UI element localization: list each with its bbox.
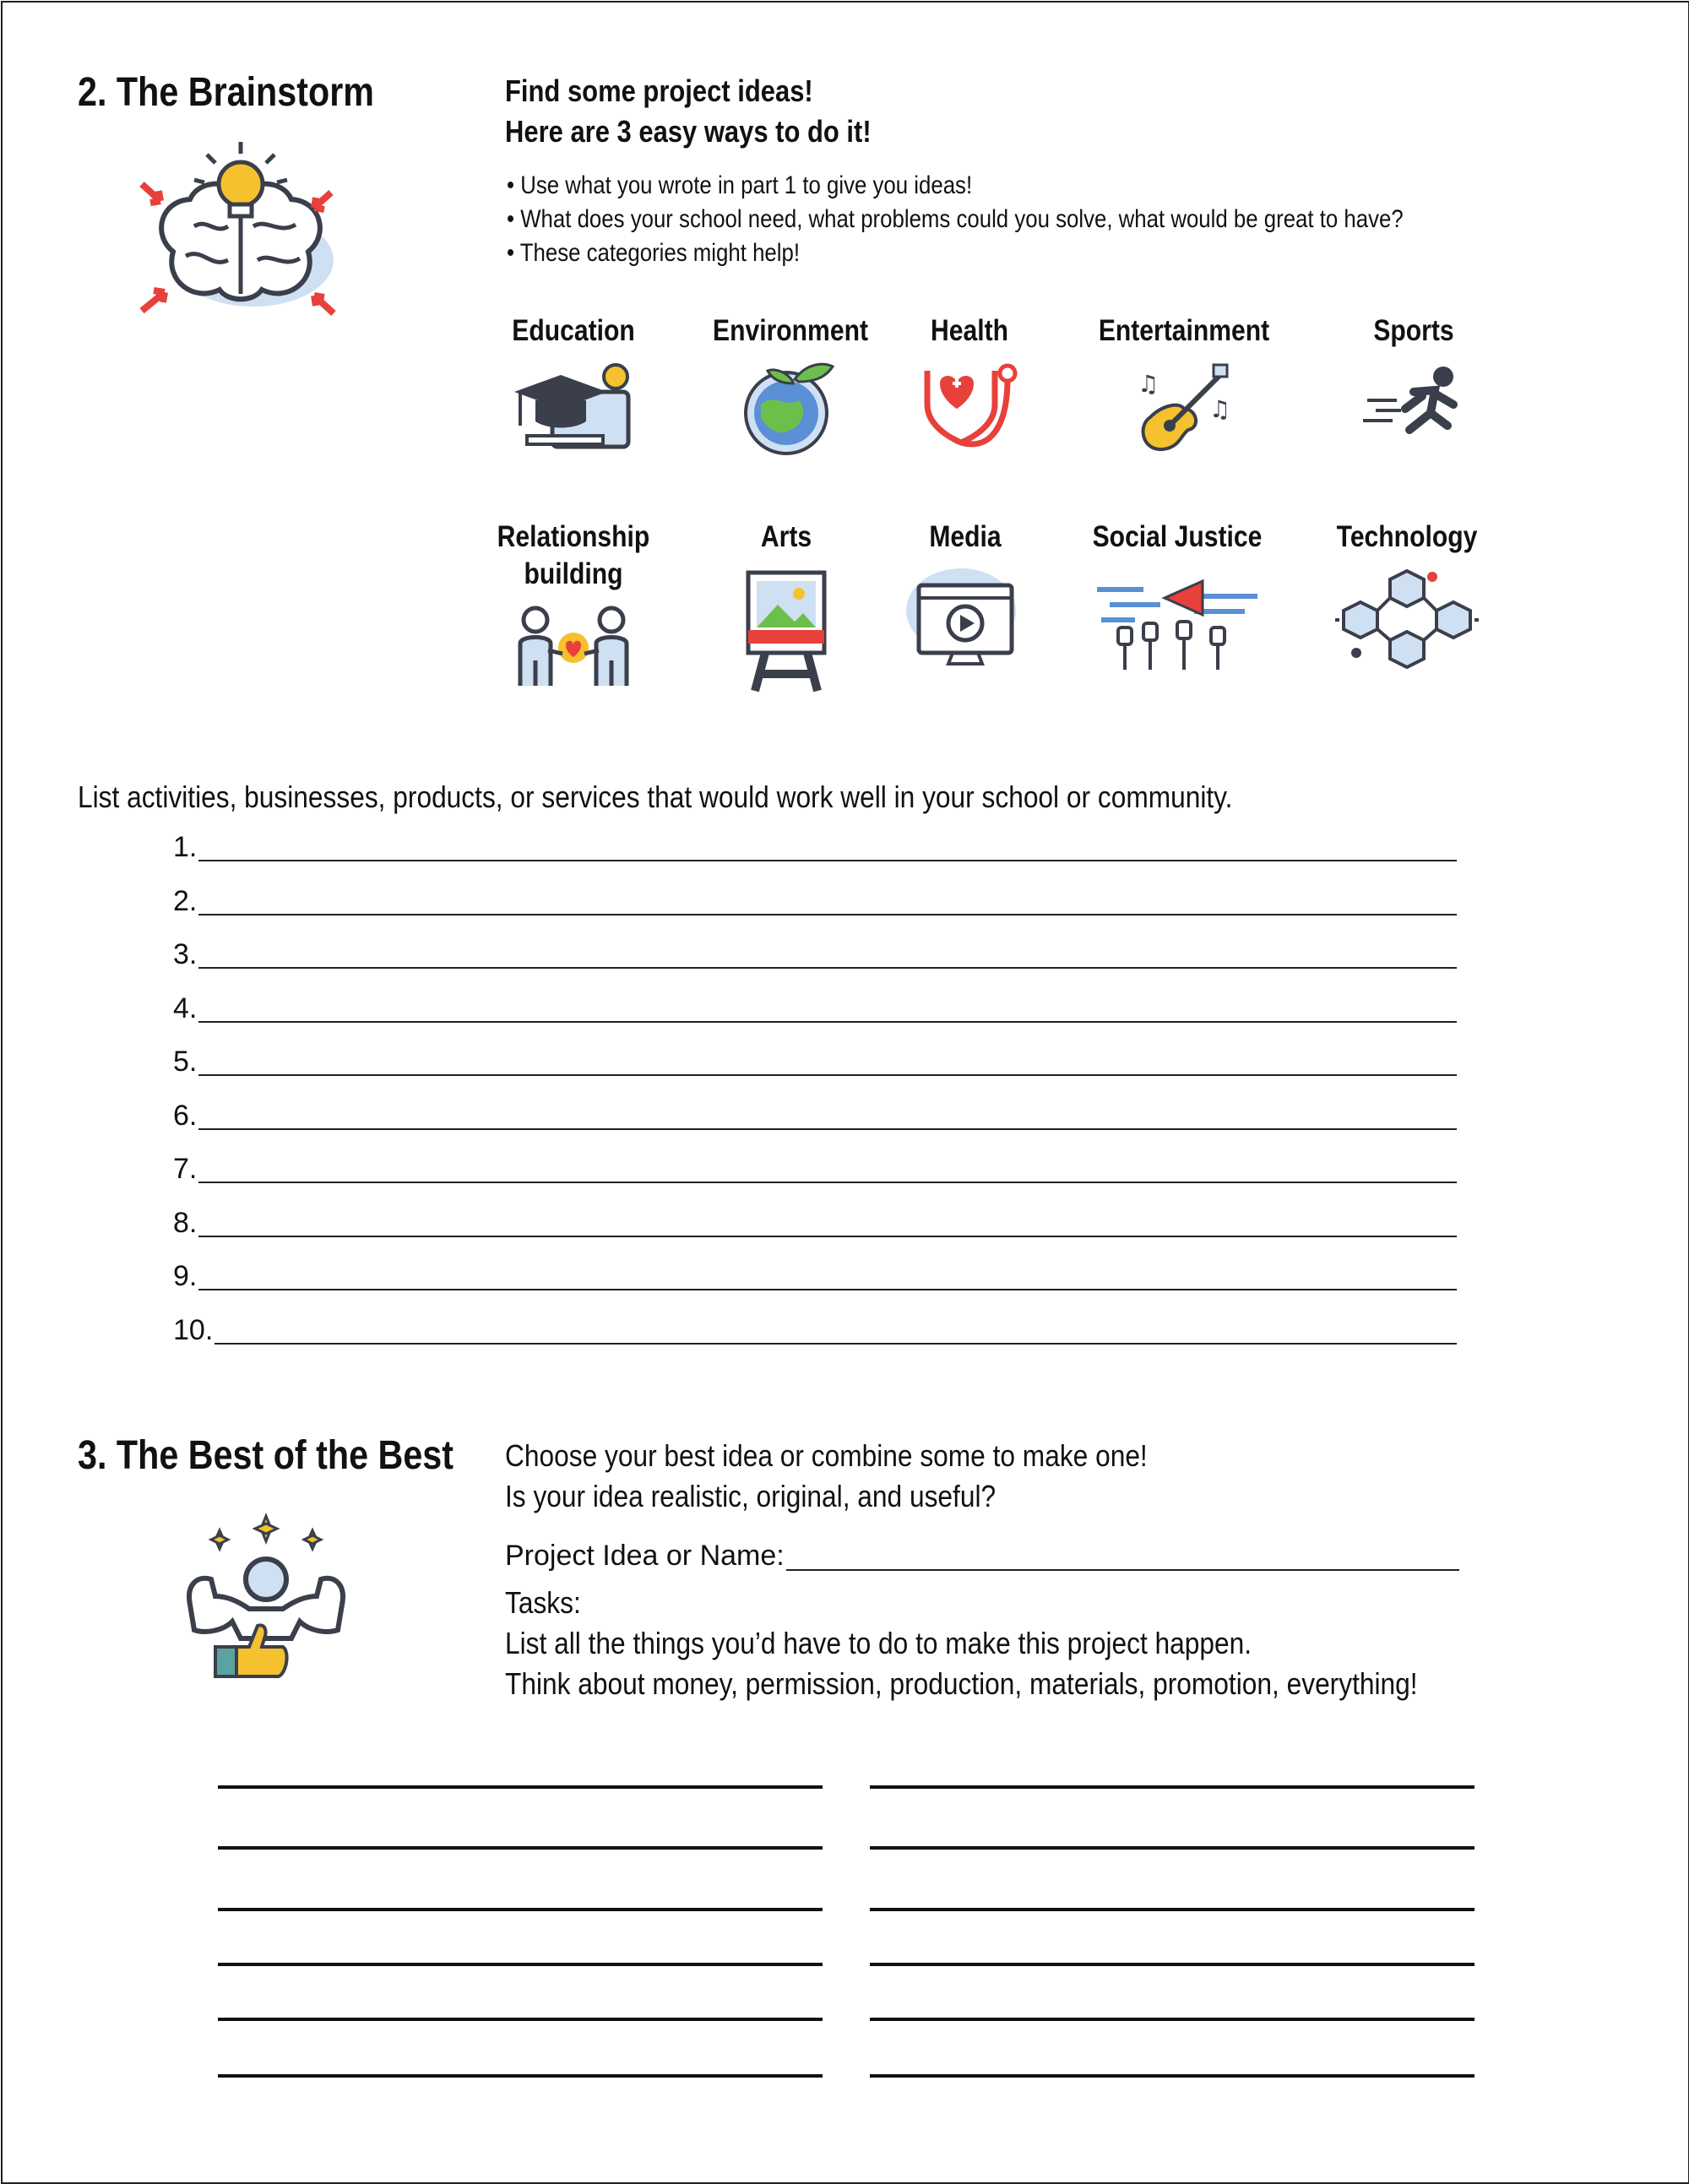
idea-line-3[interactable]	[173, 932, 1457, 969]
line-number: 3.	[173, 938, 198, 970]
task-line[interactable]	[218, 2018, 823, 2021]
category-label: Social Justice	[1092, 520, 1263, 553]
line-number: 1.	[173, 831, 198, 863]
category-technology	[1297, 519, 1517, 674]
svg-text:♫: ♫	[1138, 370, 1159, 398]
tasks-instructions	[505, 1583, 1418, 1704]
tasks-line-2: Think about money, permission, production, materials, promotion, everything!	[505, 1666, 1418, 1701]
category-relationship-building	[464, 519, 683, 698]
category-social-justice	[1067, 519, 1287, 674]
category-education	[464, 312, 683, 455]
line-number: 5.	[173, 1046, 198, 1078]
instruction-line-2: Is your idea realistic, original, and useful?	[505, 1479, 997, 1513]
tasks-label: Tasks:	[505, 1585, 581, 1620]
bullet-list	[507, 169, 1404, 270]
instruction-line-1: Choose your best idea or combine some to make one!	[505, 1438, 1148, 1473]
category-label: Sports	[1373, 314, 1454, 347]
runner-icon	[1350, 358, 1477, 455]
graduation-cap-icon	[510, 358, 637, 455]
task-line[interactable]	[218, 1963, 823, 1966]
brain-lightbulb-icon	[135, 133, 346, 319]
idea-line-6[interactable]	[173, 1093, 1457, 1130]
category-label	[479, 519, 668, 593]
guitar-icon	[1121, 358, 1247, 455]
section-3-title: 3. The Best of the Best	[78, 1433, 453, 1478]
brainstorm-intro	[505, 71, 872, 152]
people-heart-icon	[510, 601, 637, 698]
category-label: Health	[931, 314, 1008, 347]
idea-line-8[interactable]	[173, 1200, 1457, 1237]
category-label-line: Relationship	[497, 520, 650, 553]
easel-icon	[723, 564, 850, 695]
idea-line-10[interactable]	[173, 1307, 1457, 1345]
idea-line-1[interactable]	[173, 824, 1457, 861]
line-number: 9.	[173, 1260, 198, 1292]
category-entertainment	[1074, 312, 1294, 455]
line-number: 7.	[173, 1153, 198, 1185]
earth-plant-icon	[727, 358, 854, 455]
idea-line-4[interactable]	[173, 986, 1457, 1023]
task-line[interactable]	[870, 1963, 1474, 1966]
task-line[interactable]	[218, 1908, 823, 1911]
project-idea-field[interactable]	[505, 1535, 1459, 1576]
bullet-item: • What does your school need, what problems could you solve, what would be great to have?	[507, 205, 1404, 233]
task-line[interactable]	[870, 2018, 1474, 2021]
task-line[interactable]	[218, 2074, 823, 2078]
protest-megaphone-icon	[1093, 564, 1262, 674]
video-player-icon	[902, 564, 1029, 674]
project-idea-line[interactable]	[786, 1569, 1459, 1571]
bullet-item: • These categories might help!	[507, 239, 801, 267]
category-label: Arts	[760, 520, 812, 553]
category-media	[855, 519, 1075, 674]
category-label: Entertainment	[1098, 314, 1270, 347]
list-prompt: List activities, businesses, products, or services that would work well in your school or community.	[78, 780, 1233, 814]
section-2-title: 2. The Brainstorm	[78, 70, 374, 115]
svg-text:♫: ♫	[1209, 395, 1231, 423]
category-label: Media	[929, 520, 1002, 553]
category-health	[860, 312, 1079, 455]
intro-line-1: Find some project ideas!	[505, 73, 813, 108]
category-sports	[1304, 312, 1523, 455]
tasks-line-1: List all the things you’d have to do to make this project happen.	[505, 1626, 1252, 1660]
category-label: Technology	[1336, 520, 1478, 553]
idea-line-9[interactable]	[173, 1253, 1457, 1290]
best-idea-instructions	[505, 1436, 1148, 1517]
category-label: Environment	[713, 314, 868, 347]
line-number: 10.	[173, 1314, 214, 1346]
intro-line-2: Here are 3 easy ways to do it!	[505, 114, 872, 149]
heart-stethoscope-icon	[906, 358, 1033, 455]
line-number: 2.	[173, 885, 198, 917]
bullet-item: • Use what you wrote in part 1 to give you ideas!	[507, 171, 973, 199]
line-number: 6.	[173, 1100, 198, 1132]
task-line[interactable]	[870, 2074, 1474, 2078]
idea-line-5[interactable]	[173, 1039, 1457, 1076]
idea-line-2[interactable]	[173, 878, 1457, 915]
line-number: 4.	[173, 992, 198, 1024]
strong-person-thumbs-up-icon	[182, 1512, 359, 1689]
task-line[interactable]	[218, 1785, 823, 1789]
task-line[interactable]	[870, 1908, 1474, 1911]
task-line[interactable]	[218, 1846, 823, 1850]
category-label-line: building	[524, 557, 623, 590]
task-line[interactable]	[870, 1846, 1474, 1850]
blockchain-cubes-icon	[1331, 564, 1483, 674]
line-number: 8.	[173, 1207, 198, 1239]
idea-line-7[interactable]	[173, 1146, 1457, 1183]
project-idea-label: Project Idea or Name:	[505, 1540, 785, 1572]
category-label: Education	[512, 314, 635, 347]
task-line[interactable]	[870, 1785, 1474, 1789]
